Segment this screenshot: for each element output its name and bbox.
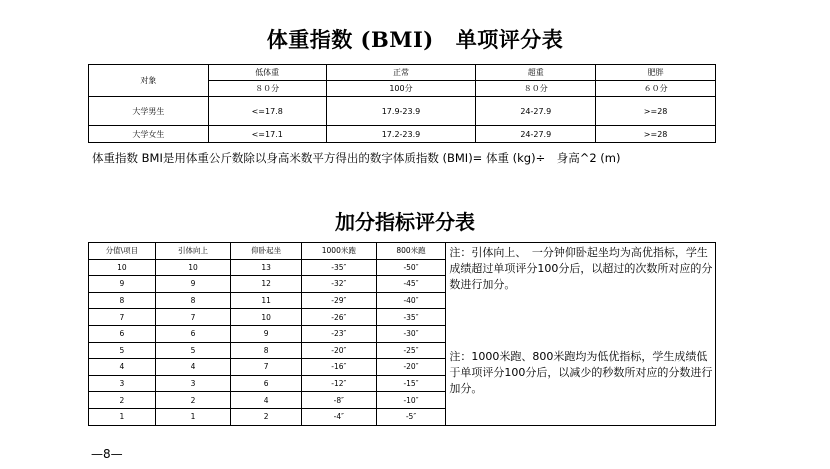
- cell: 1: [89, 408, 156, 425]
- cell: 3: [155, 375, 231, 392]
- cell: -20″: [301, 342, 376, 359]
- column-header: 800米跑: [376, 243, 446, 260]
- row-label: 大学男生: [89, 97, 209, 126]
- column-header: 引体向上: [155, 243, 231, 260]
- cell: -30″: [376, 325, 446, 342]
- score-cell: ６０分: [596, 81, 716, 97]
- cell: 6: [155, 325, 231, 342]
- bonus-header-row: [89, 243, 716, 260]
- score-cell: ８０分: [208, 81, 326, 97]
- bmi-formula-text: 体重指数 BMI是用体重公斤数除以身高米数平方得出的数字体质指数 (BMI)= 体重 (kg)÷ 身高^2 (m): [92, 151, 621, 165]
- cell: -5″: [376, 408, 446, 425]
- cell: 2: [231, 408, 302, 425]
- cell: 2: [155, 392, 231, 409]
- row-label: 大学女生: [89, 126, 209, 143]
- cell: -12″: [301, 375, 376, 392]
- page-number: —8—: [91, 447, 123, 461]
- value-cell: 17.2-23.9: [326, 126, 476, 143]
- bonus-table-title: 加分指标评分表: [335, 210, 475, 234]
- cell: 7: [155, 309, 231, 326]
- value-cell: <=17.1: [208, 126, 326, 143]
- note-low-priority: 注：1000米跑、800米跑均为低优指标，学生成绩低于单项评分100分后，以减少的秒数所对应的分数进行加分。: [449, 350, 713, 395]
- bmi-table-title: [0, 24, 830, 54]
- cell: 4: [89, 359, 156, 376]
- column-header: 1000米跑: [301, 243, 376, 260]
- cell: 10: [89, 259, 156, 276]
- category-header: 低体重: [208, 65, 326, 81]
- cell: -16″: [301, 359, 376, 376]
- cell: 4: [231, 392, 302, 409]
- cell: -35″: [301, 259, 376, 276]
- bmi-category-row: [89, 65, 716, 81]
- cell: -50″: [376, 259, 446, 276]
- cell: 9: [155, 276, 231, 293]
- cell: -35″: [376, 309, 446, 326]
- cell: -8″: [301, 392, 376, 409]
- score-cell: 100分: [326, 81, 476, 97]
- note-high-priority: 注：引体向上、 一分钟仰卧起坐均为高优指标，学生成绩超过单项评分100分后，以超过的次数所对应的分数进行加分。: [449, 246, 713, 291]
- value-cell: 17.9-23.9: [326, 97, 476, 126]
- category-header: 超重: [476, 65, 596, 81]
- cell: 5: [89, 342, 156, 359]
- cell: -20″: [376, 359, 446, 376]
- cell: 2: [89, 392, 156, 409]
- value-cell: >=28: [596, 126, 716, 143]
- cell: -45″: [376, 276, 446, 293]
- cell: 7: [89, 309, 156, 326]
- bmi-score-table: [88, 64, 716, 143]
- cell: 1: [155, 408, 231, 425]
- cell: 10: [155, 259, 231, 276]
- cell: 9: [89, 276, 156, 293]
- cell: 9: [231, 325, 302, 342]
- value-cell: 24-27.9: [476, 97, 596, 126]
- category-header: 肥胖: [596, 65, 716, 81]
- cell: 12: [231, 276, 302, 293]
- cell: 8: [89, 292, 156, 309]
- cell: -23″: [301, 325, 376, 342]
- subject-header: 对象: [89, 65, 209, 97]
- cell: -29″: [301, 292, 376, 309]
- cell: 13: [231, 259, 302, 276]
- cell: 7: [231, 359, 302, 376]
- value-cell: 24-27.9: [476, 126, 596, 143]
- cell: 10: [231, 309, 302, 326]
- cell: 6: [89, 325, 156, 342]
- table-row: [89, 126, 716, 143]
- cell: -32″: [301, 276, 376, 293]
- category-header: 正常: [326, 65, 476, 81]
- bonus-notes-cell: [446, 243, 716, 426]
- cell: -10″: [376, 392, 446, 409]
- score-cell: ８０分: [476, 81, 596, 97]
- cell: -26″: [301, 309, 376, 326]
- value-cell: <=17.8: [208, 97, 326, 126]
- value-cell: >=28: [596, 97, 716, 126]
- bmi-title-main: 体重指数 (BMI): [266, 27, 434, 52]
- cell: 6: [231, 375, 302, 392]
- cell: 11: [231, 292, 302, 309]
- cell: 3: [89, 375, 156, 392]
- cell: 4: [155, 359, 231, 376]
- table-row: [89, 97, 716, 126]
- bmi-title-sub: 单项评分表: [455, 27, 564, 52]
- cell: -4″: [301, 408, 376, 425]
- cell: -15″: [376, 375, 446, 392]
- column-header: 分值\项目: [89, 243, 156, 260]
- column-header: 仰卧起坐: [231, 243, 302, 260]
- bonus-score-table: [88, 242, 716, 426]
- cell: 5: [155, 342, 231, 359]
- cell: 8: [155, 292, 231, 309]
- cell: 8: [231, 342, 302, 359]
- cell: -25″: [376, 342, 446, 359]
- cell: -40″: [376, 292, 446, 309]
